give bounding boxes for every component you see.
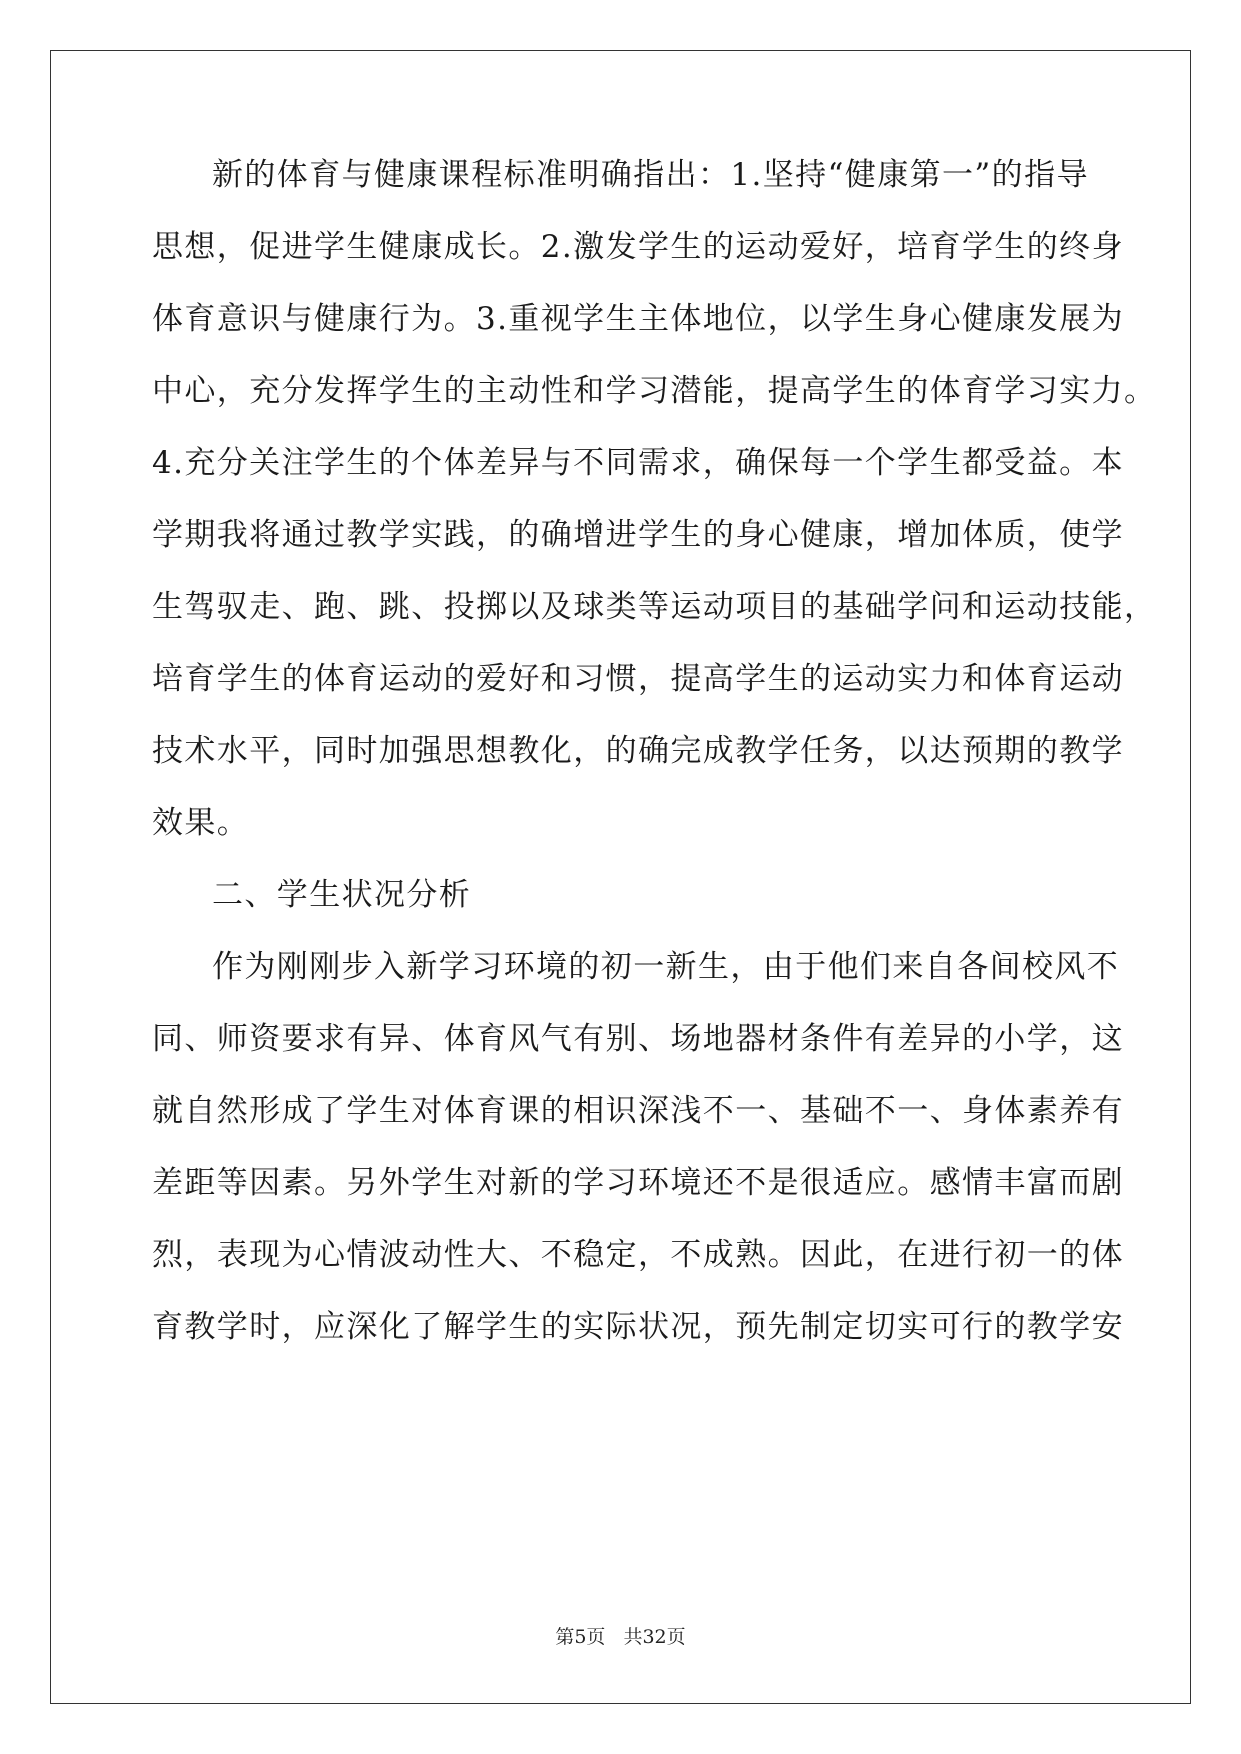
paragraph-2-line-2: 同、师资要求有异、体育风气有别、场地器材条件有差异的小学，这 [152, 1021, 1124, 1057]
paragraph-2-line-6: 育教学时，应深化了解学生的实际状况，预先制定切实可行的教学安 [152, 1309, 1124, 1345]
paragraph-2-line-1: 作为刚刚步入新学习环境的初一新生，由于他们来自各间校风不 [212, 949, 1120, 985]
paragraph-1-line-8: 培育学生的体育运动的爱好和习惯，提高学生的运动实力和体育运动 [152, 661, 1124, 697]
paragraph-1-line-5: 4.充分关注学生的个体差异与不同需求，确保每一个学生都受益。本 [152, 445, 1124, 481]
paragraph-2-line-4: 差距等因素。另外学生对新的学习环境还不是很适应。感情丰富而剧 [152, 1165, 1124, 1201]
page-total: 共32页 [623, 1626, 686, 1648]
paragraph-2-line-3: 就自然形成了学生对体育课的相识深浅不一、基础不一、身体素养有 [152, 1093, 1124, 1129]
paragraph-1-line-10: 效果。 [152, 805, 250, 841]
paragraph-2-line-5: 烈，表现为心情波动性大、不稳定，不成熟。因此，在进行初一的体 [152, 1237, 1124, 1273]
paragraph-1-line-6: 学期我将通过教学实践，的确增进学生的身心健康，增加体质，使学 [152, 517, 1124, 553]
paragraph-1-line-7: 生驾驭走、跑、跳、投掷以及球类等运动项目的基础学问和运动技能， [152, 589, 1157, 625]
paragraph-1-line-9: 技术水平，同时加强思想教化，的确完成教学任务，以达预期的教学 [152, 733, 1124, 769]
page-number: 第5页 [555, 1626, 606, 1648]
page-footer [0, 1625, 1241, 1649]
paragraph-1-line-2: 思想，促进学生健康成长。2.激发学生的运动爱好，培育学生的终身 [152, 229, 1124, 265]
paragraph-1-line-1: 新的体育与健康课程标准明确指出：1.坚持“健康第一”的指导 [212, 157, 1089, 193]
section-heading: 二、学生状况分析 [212, 877, 472, 913]
paragraph-1-line-4: 中心，充分发挥学生的主动性和学习潜能，提高学生的体育学习实力。 [152, 373, 1157, 409]
paragraph-1-line-3: 体育意识与健康行为。3.重视学生主体地位，以学生身心健康发展为 [152, 301, 1124, 337]
